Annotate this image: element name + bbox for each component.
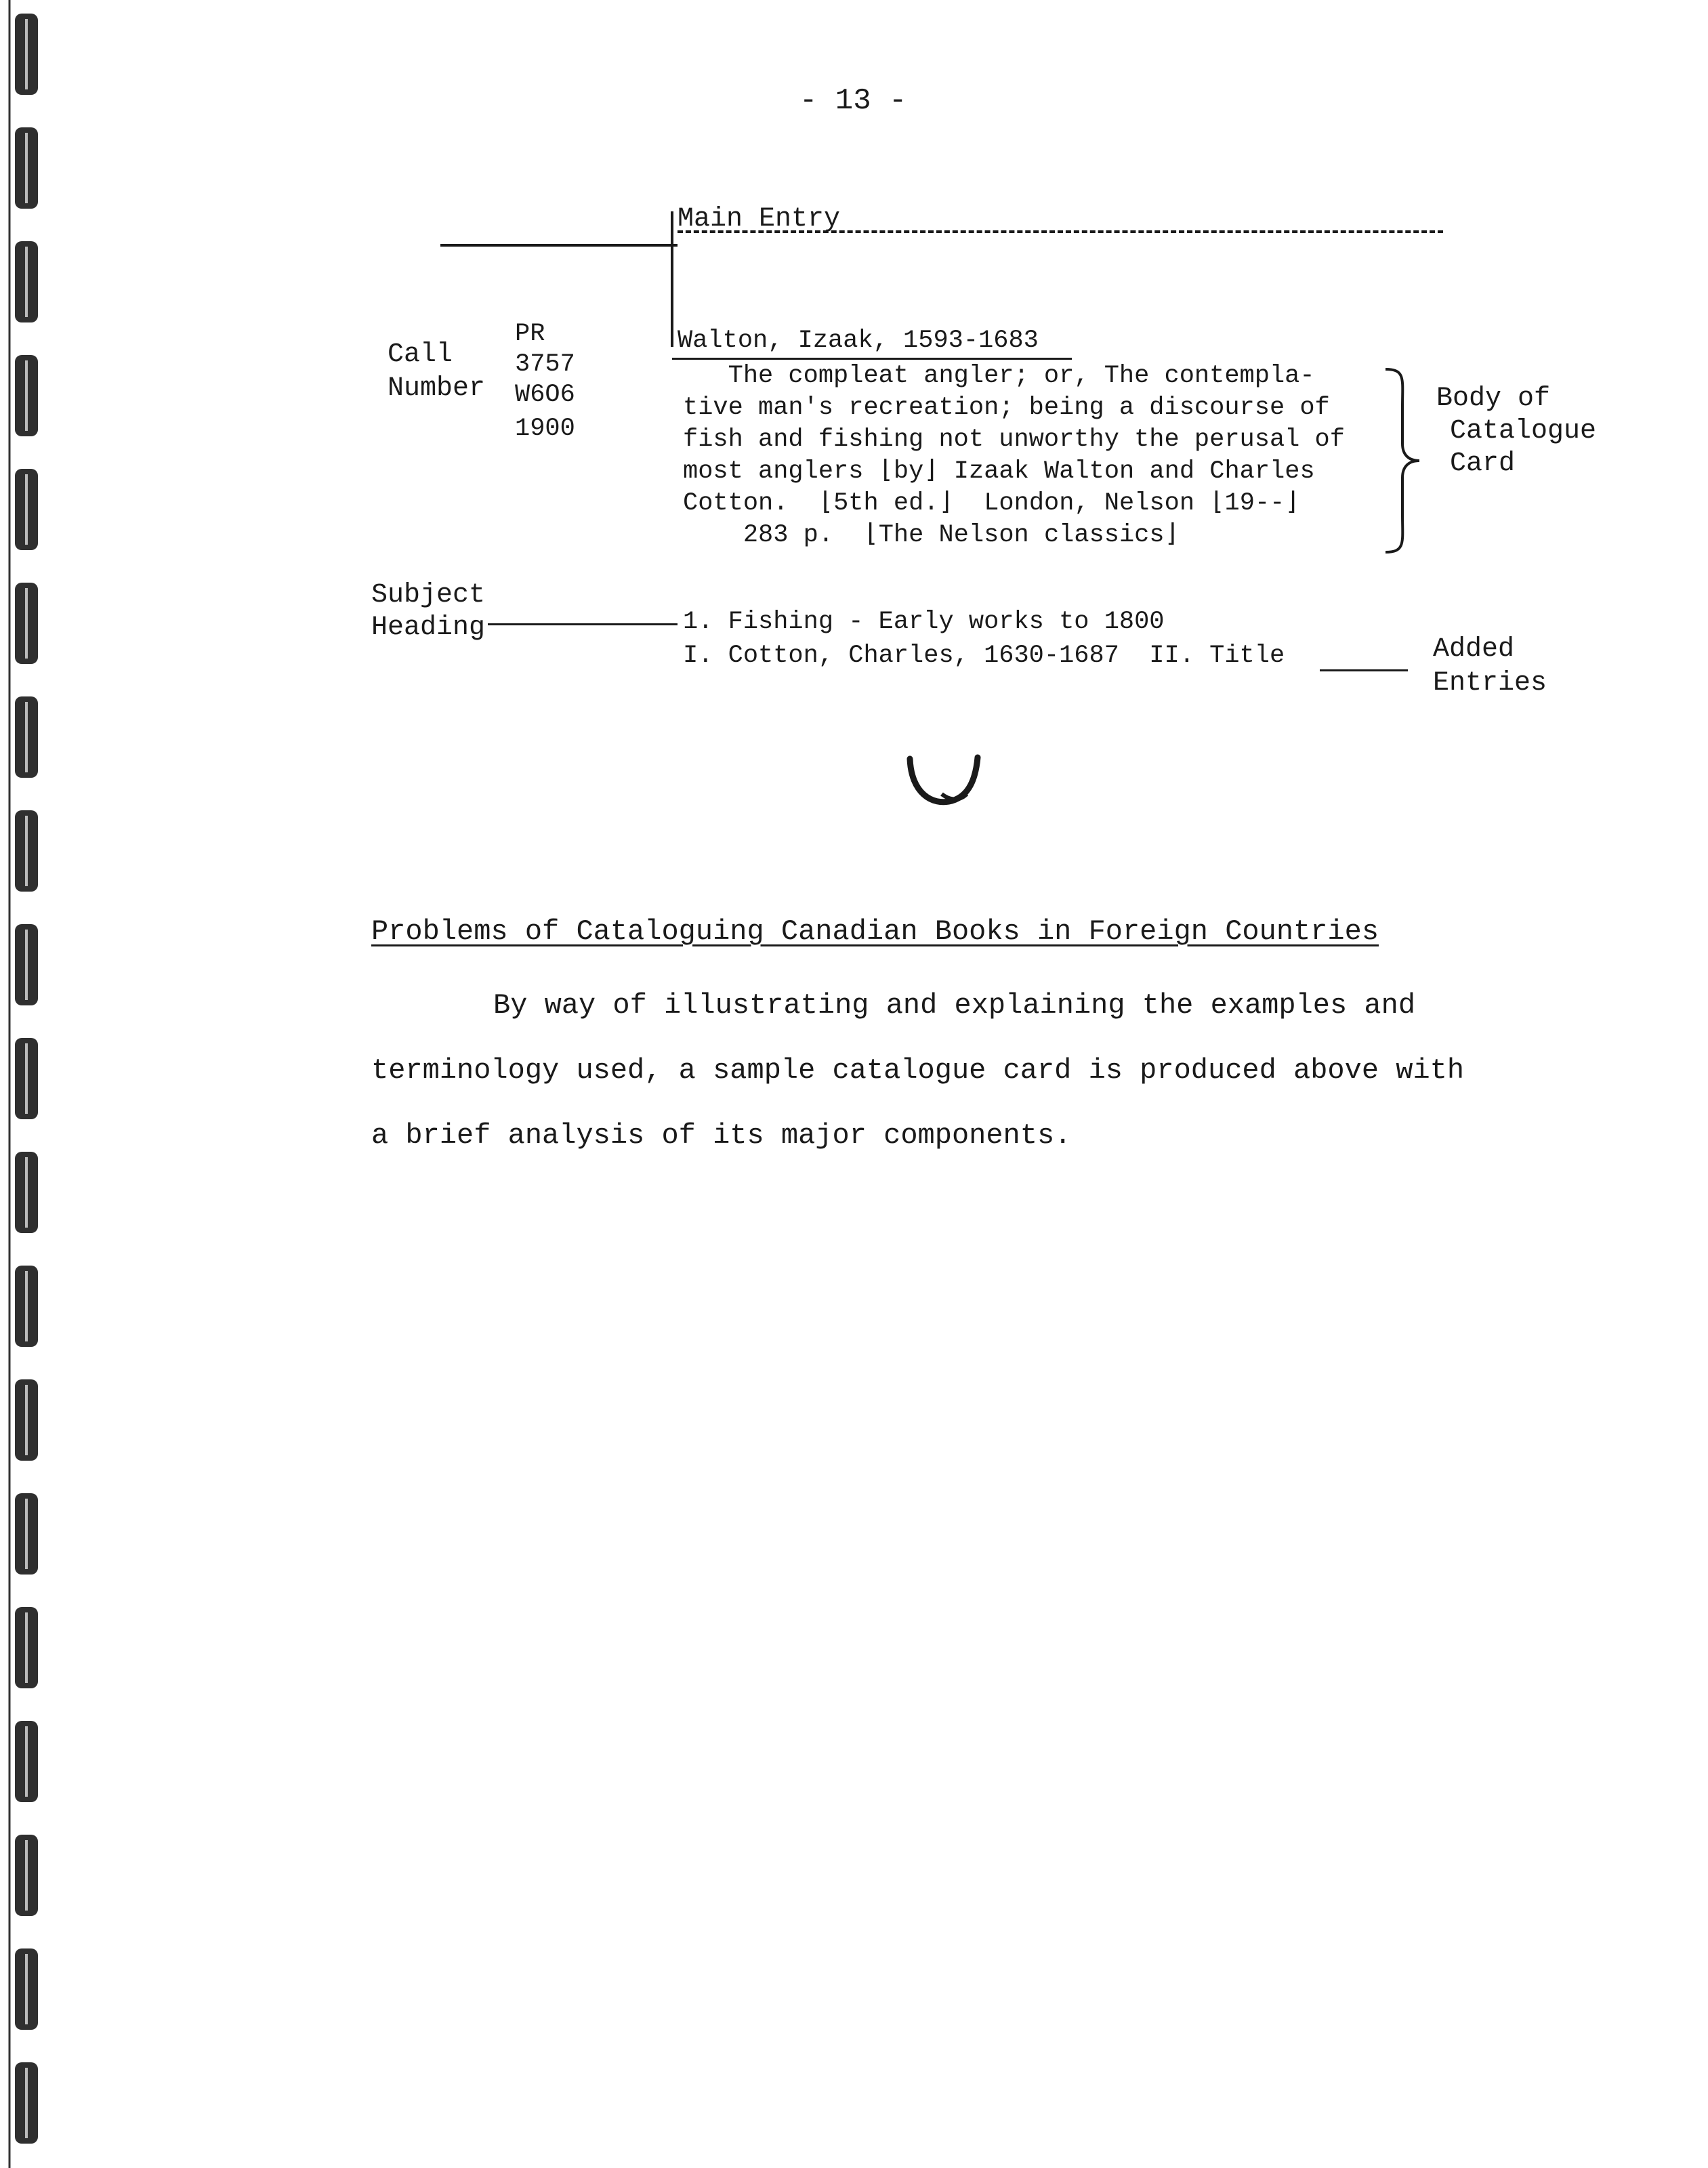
spiral-binding-icon [0,0,75,2168]
body-label-1: Body of [1436,383,1551,414]
subject-label-1: Subject [371,580,486,610]
card-body-line-2: tive man's recreation; being a discourse of [683,394,1330,422]
paragraph-line-2: terminology used, a sample catalogue card is produced above with [371,1054,1465,1087]
subject-heading-line [488,623,678,625]
right-brace-icon [1382,366,1423,556]
added-entries-label-1: Added [1433,634,1515,665]
call-number-class: PR [515,320,545,348]
main-entry-connector [671,211,673,347]
paragraph-line-3: a brief analysis of its major components. [371,1119,1072,1152]
call-number-line-4: 1900 [515,415,575,443]
call-label-1: Call [388,339,453,370]
author-heading-underline [672,358,1072,360]
main-entry-line [440,244,678,247]
added-entries-line [1320,669,1408,671]
section-heading: Problems of Cataloguing Canadian Books in Foreign Countries [371,915,1379,948]
call-label-2: Number [388,373,486,404]
ornament-icon [904,752,986,813]
subject-label-2: Heading [371,612,486,643]
main-entry-dashes [678,230,1443,233]
page-number: - 13 - [799,84,907,118]
card-body-line-5: Cotton. ⌊5th ed.⌋ London, Nelson ⌊19--⌋ [683,489,1300,518]
call-number-line-2: 3757 [515,350,575,379]
card-body-line-6: 283 p. ⌊The Nelson classics⌋ [683,521,1180,549]
card-body-line-4: most anglers ⌊by⌋ Izaak Walton and Charles [683,457,1315,486]
tracing-added: I. Cotton, Charles, 1630-1687 II. Title [683,642,1285,670]
card-body-line-3: fish and fishing not unworthy the perusal of [683,425,1345,454]
author-heading: Walton, Izaak, 1593-1683 [678,327,1039,355]
tracing-subject: 1. Fishing - Early works to 1800 [683,608,1165,636]
body-label-2: Catalogue [1450,416,1597,446]
card-body-line-1: The compleat angler; or, The contempla- [683,362,1315,390]
main-entry-label: Main Entry [678,204,841,234]
paragraph-line-1: By way of illustrating and explaining the examples and [493,989,1416,1022]
body-label-3: Card [1450,449,1516,479]
added-entries-label-2: Entries [1433,668,1547,699]
call-number-line-3: W6O6 [515,381,575,409]
